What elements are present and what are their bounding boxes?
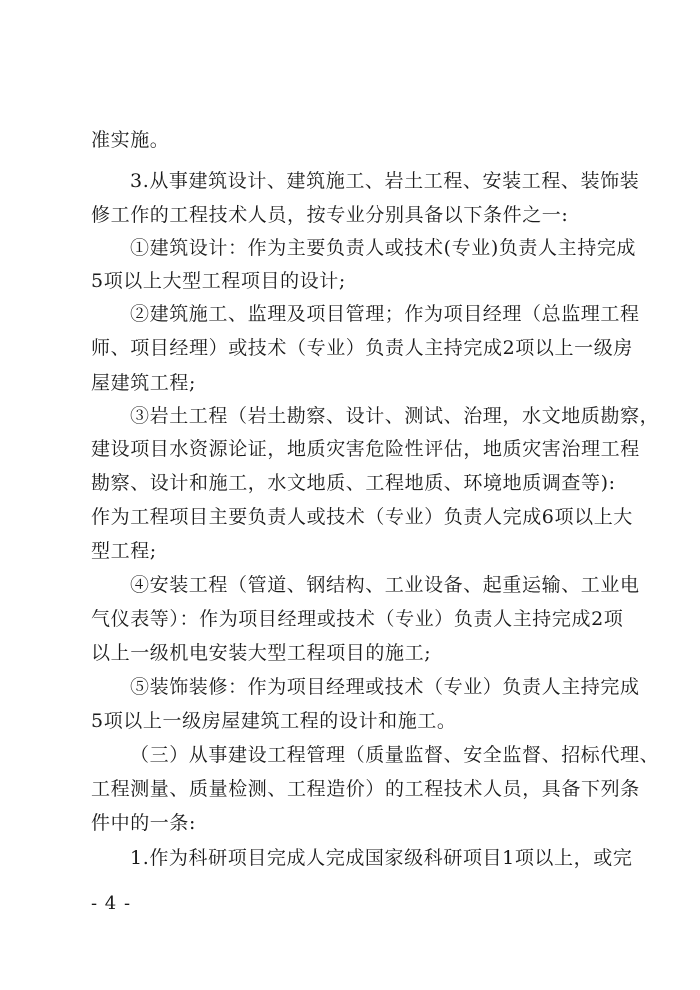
text-line: ①建筑设计：作为主要负责人或技术(专业)负责人主持完成 <box>130 237 637 259</box>
text-line: 1.作为科研项目完成人完成国家级科研项目1项以上，或完 <box>130 847 633 869</box>
text-line: 件中的一条: <box>91 812 197 834</box>
text-line: 屋建筑工程; <box>91 372 197 394</box>
text-line: 修工作的工程技术人员，按专业分别具备以下条件之一: <box>91 204 569 226</box>
text-line: 5项以上大型工程项目的设计; <box>91 270 346 292</box>
text-line: 5项以上一级房屋建筑工程的设计和施工。 <box>91 710 457 732</box>
text-line: 3.从事建筑设计、建筑施工、岩土工程、安装工程、装饰装 <box>130 170 640 192</box>
text-line: 以上一级机电安装大型工程项目的施工; <box>91 642 432 664</box>
text-line: 勘察、设计和施工，水文地质、工程地质、环境地质调查等): <box>91 472 616 494</box>
text-line: ⑤装饰装修：作为项目经理或技术（专业）负责人主持完成 <box>130 676 640 698</box>
text-line: ②建筑施工、监理及项目管理；作为项目经理（总监理工程 <box>130 303 640 325</box>
text-line: 工程测量、质量检测、工程造价）的工程技术人员，具备下列条 <box>91 778 640 800</box>
text-line: 气仪表等）：作为项目经理或技术（专业）负责人主持完成2项 <box>91 608 624 630</box>
text-line: 师、项目经理）或技术（专业）负责人主持完成2项以上一级房 <box>91 337 633 359</box>
text-line: 准实施。 <box>91 129 170 151</box>
text-line: 型工程; <box>91 540 157 562</box>
text-line: 作为工程项目主要负责人或技术（专业）负责人完成6项以上大 <box>91 506 633 528</box>
text-line: 建设项目水资源论证，地质灾害危险性评估，地质灾害治理工程 <box>91 438 640 460</box>
text-line: ④安装工程（管道、钢结构、工业设备、起重运输、工业电 <box>130 574 640 596</box>
text-line: ③岩土工程（岩土勘察、设计、测试、治理，水文地质勘察， <box>130 405 660 427</box>
text-line: （三）从事建设工程管理（质量监督、安全监督、招标代理、 <box>130 744 660 766</box>
page-number: - 4 - <box>91 893 132 914</box>
